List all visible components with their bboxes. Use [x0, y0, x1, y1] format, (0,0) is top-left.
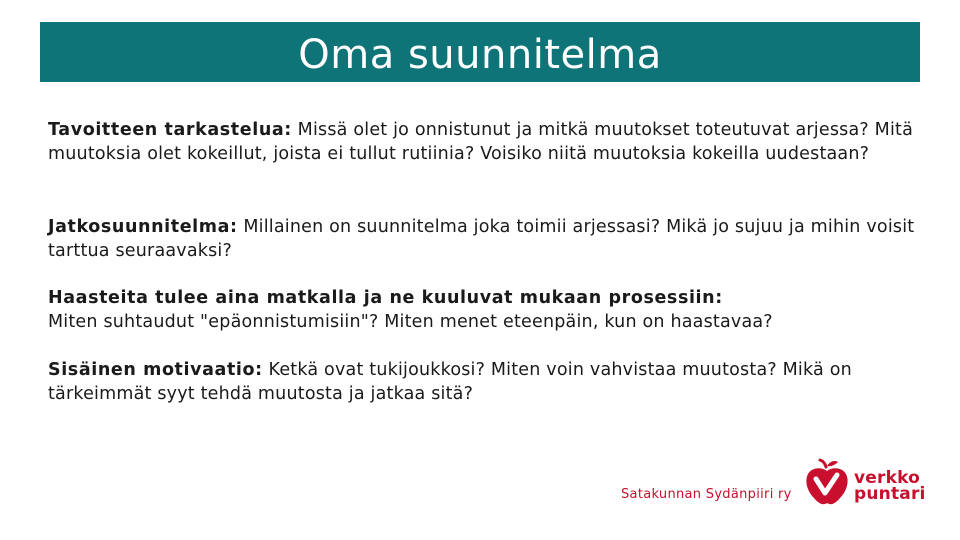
section-label: Sisäinen motivaatio:: [48, 360, 263, 380]
logo-word-puntari: puntari: [854, 484, 926, 504]
section-follow-up-plan: [48, 216, 928, 263]
section-inner-motivation: [48, 359, 928, 406]
section-goal-review: [48, 119, 928, 166]
section-challenges: [48, 287, 928, 334]
section-text: Ketkä ovat tukijoukkosi? Miten voin vahvistaa muutosta? Mikä on tärkeimmät syyt tehdä muutosta ja jatkaa sitä?: [48, 360, 852, 404]
section-text: Missä olet jo onnistunut ja mitkä muutokset toteutuvat arjessa? Mitä muutoksia olet kokeillut, joista ei tullut rutiinia? Voisiko niitä muutoksia kokeilla uudestaan?: [48, 120, 913, 164]
organization-name: Satakunnan Sydänpiiri ry: [621, 487, 792, 502]
slide-title: Oma suunnitelma: [298, 32, 662, 78]
section-label: Jatkosuunnitelma:: [48, 217, 238, 237]
verkkopuntari-logo: [803, 458, 926, 508]
section-label: Haasteita tulee aina matkalla ja ne kuuluvat mukaan prosessiin:: [48, 288, 723, 308]
section-text: Millainen on suunnitelma joka toimii arjessasi? Mikä jo sujuu ja mihin voisit tarttua seuraavaksi?: [48, 217, 915, 261]
title-bar: [40, 22, 920, 82]
apple-heart-check-icon: [803, 458, 853, 508]
section-label: Tavoitteen tarkastelua:: [48, 120, 292, 140]
logo-word-verkko: verkko: [854, 468, 921, 488]
section-text: Miten suhtaudut "epäonnistumisiin"? Miten menet eteenpäin, kun on haastavaa?: [48, 311, 773, 332]
